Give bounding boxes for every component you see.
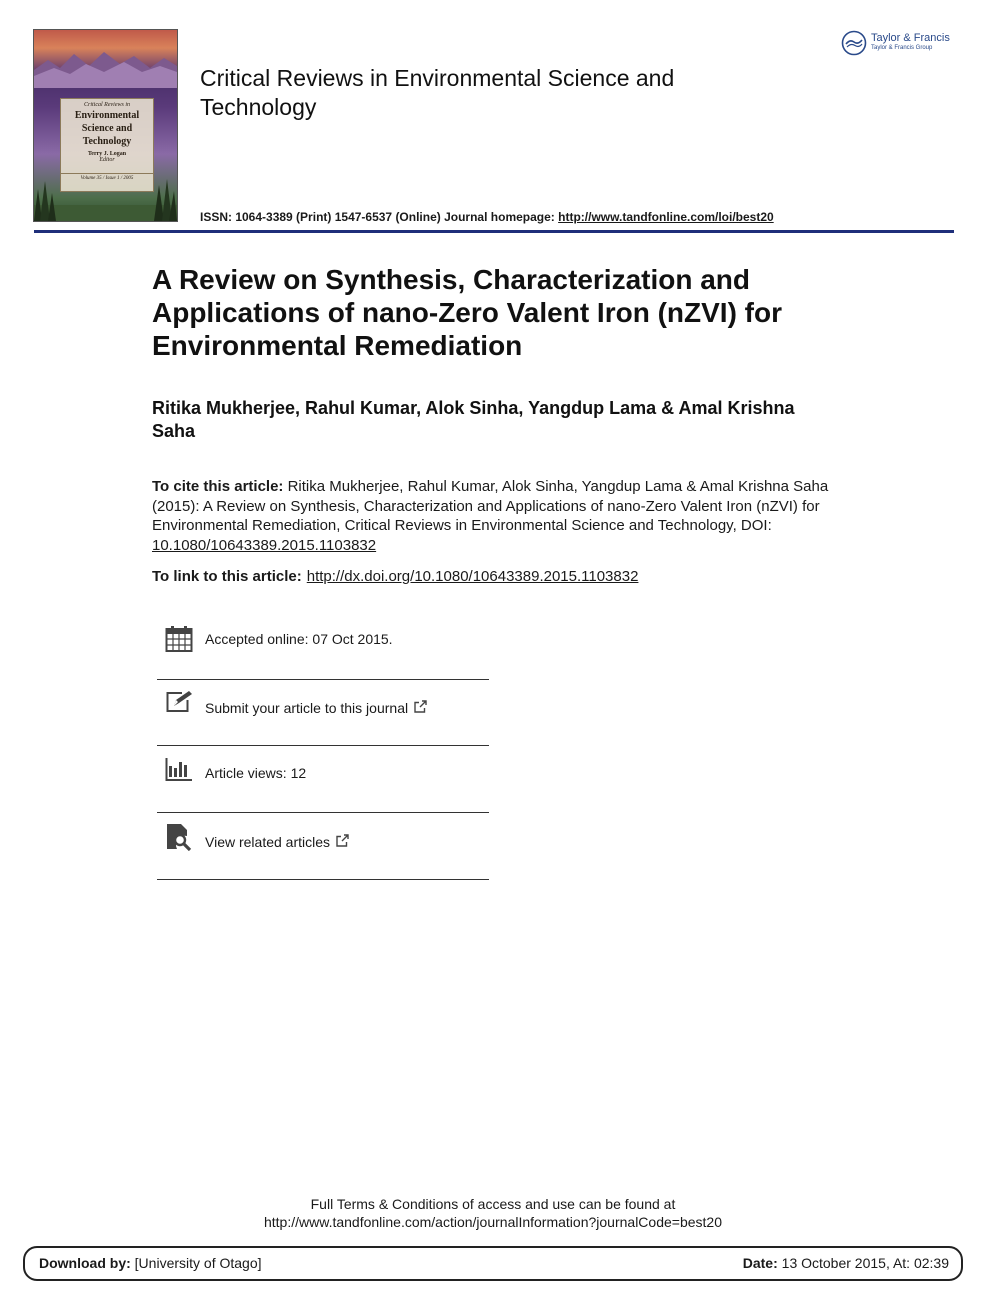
cite-label: To cite this article:	[152, 478, 284, 495]
citation-block	[152, 477, 842, 555]
cover-editor-role: Editor	[99, 157, 115, 163]
article-url-link[interactable]: http://dx.doi.org/10.1080/10643389.2015.1103832	[306, 568, 639, 585]
info-divider	[157, 745, 489, 746]
info-row-accepted	[157, 614, 489, 680]
date-label: Date:	[742, 1255, 778, 1271]
cover-volume: Volume 35 / Issue 1 / 2005	[61, 173, 153, 181]
info-divider	[157, 879, 489, 880]
header-divider	[34, 230, 954, 233]
cover-title-line3: Technology	[82, 136, 132, 147]
info-divider	[157, 812, 489, 813]
terms-line1: Full Terms & Conditions of access and use can be found at	[310, 1196, 676, 1212]
edit-icon	[165, 689, 193, 717]
info-row-submit[interactable]	[157, 680, 489, 746]
cover-series: Critical Reviews in	[84, 102, 130, 108]
download-by	[39, 1255, 262, 1271]
journal-homepage-link[interactable]: http://www.tandfonline.com/loi/best20	[558, 210, 774, 224]
terms-block	[0, 1195, 986, 1231]
journal-title: Critical Reviews in Environmental Science and Technology	[200, 65, 675, 120]
submit-article-link[interactable]	[205, 700, 427, 716]
publisher-group: Taylor & Francis Group	[871, 45, 933, 51]
cover-title-line1: Environmental	[74, 110, 140, 121]
terms-url[interactable]: http://www.tandfonline.com/action/journalInformation?journalCode=best20	[263, 1214, 722, 1230]
issn-text: ISSN: 1064-3389 (Print) 1547-6537 (Online) Journal homepage:	[200, 210, 559, 224]
taylor-francis-logo[interactable]	[841, 30, 956, 56]
publisher-name: Taylor & Francis	[871, 32, 950, 44]
info-row-related[interactable]	[157, 814, 489, 880]
cover-editor: Terry J. Logan	[87, 151, 127, 157]
download-info-bar	[23, 1246, 963, 1281]
date-value: 13 October 2015, At: 02:39	[777, 1255, 949, 1271]
cover-title-panel	[60, 98, 154, 192]
cover-mountains	[34, 48, 177, 88]
view-related-articles-link[interactable]	[205, 834, 349, 850]
link-label: To link to this article:	[152, 568, 302, 585]
cite-text: Ritika Mukherjee, Rahul Kumar, Alok Sinha, Yangdup Lama & Amal Krishna Saha (2015): A Review on Synthesis, Characterization and Applications of nano-Zero Valent Iron (nZVI) for Environmental Remediation, Critical Reviews in Environmental Science and Technology, DOI:	[152, 478, 829, 534]
doi-link[interactable]: 10.1080/10643389.2015.1103832	[152, 536, 377, 554]
issn-line	[200, 210, 774, 224]
info-row-views	[157, 747, 489, 813]
submit-label: Submit your article to this journal	[205, 700, 409, 716]
info-divider	[157, 679, 489, 680]
download-value: [University of Otago]	[130, 1255, 262, 1271]
external-link-icon	[335, 834, 349, 848]
related-label: View related articles	[205, 834, 331, 850]
download-date	[743, 1255, 949, 1271]
article-authors: Ritika Mukherjee, Rahul Kumar, Alok Sinha, Yangdup Lama & Amal Krishna Saha	[152, 398, 795, 441]
accepted-date: Accepted online: 07 Oct 2015.	[205, 631, 393, 647]
article-link-line	[152, 567, 842, 586]
calendar-icon	[165, 625, 193, 653]
article-title: A Review on Synthesis, Characterization and Applications of nano-Zero Valent Iron (nZVI) for Environmental Remediation	[152, 264, 782, 361]
taylor-francis-logo-icon	[841, 30, 867, 56]
journal-cover-image	[34, 30, 177, 221]
external-link-icon	[413, 700, 427, 714]
cover-title-line2: Science and	[81, 123, 133, 134]
article-views: Article views: 12	[205, 765, 307, 781]
download-label: Download by:	[39, 1255, 131, 1271]
related-search-icon	[165, 823, 193, 851]
bar-chart-icon	[165, 756, 193, 784]
